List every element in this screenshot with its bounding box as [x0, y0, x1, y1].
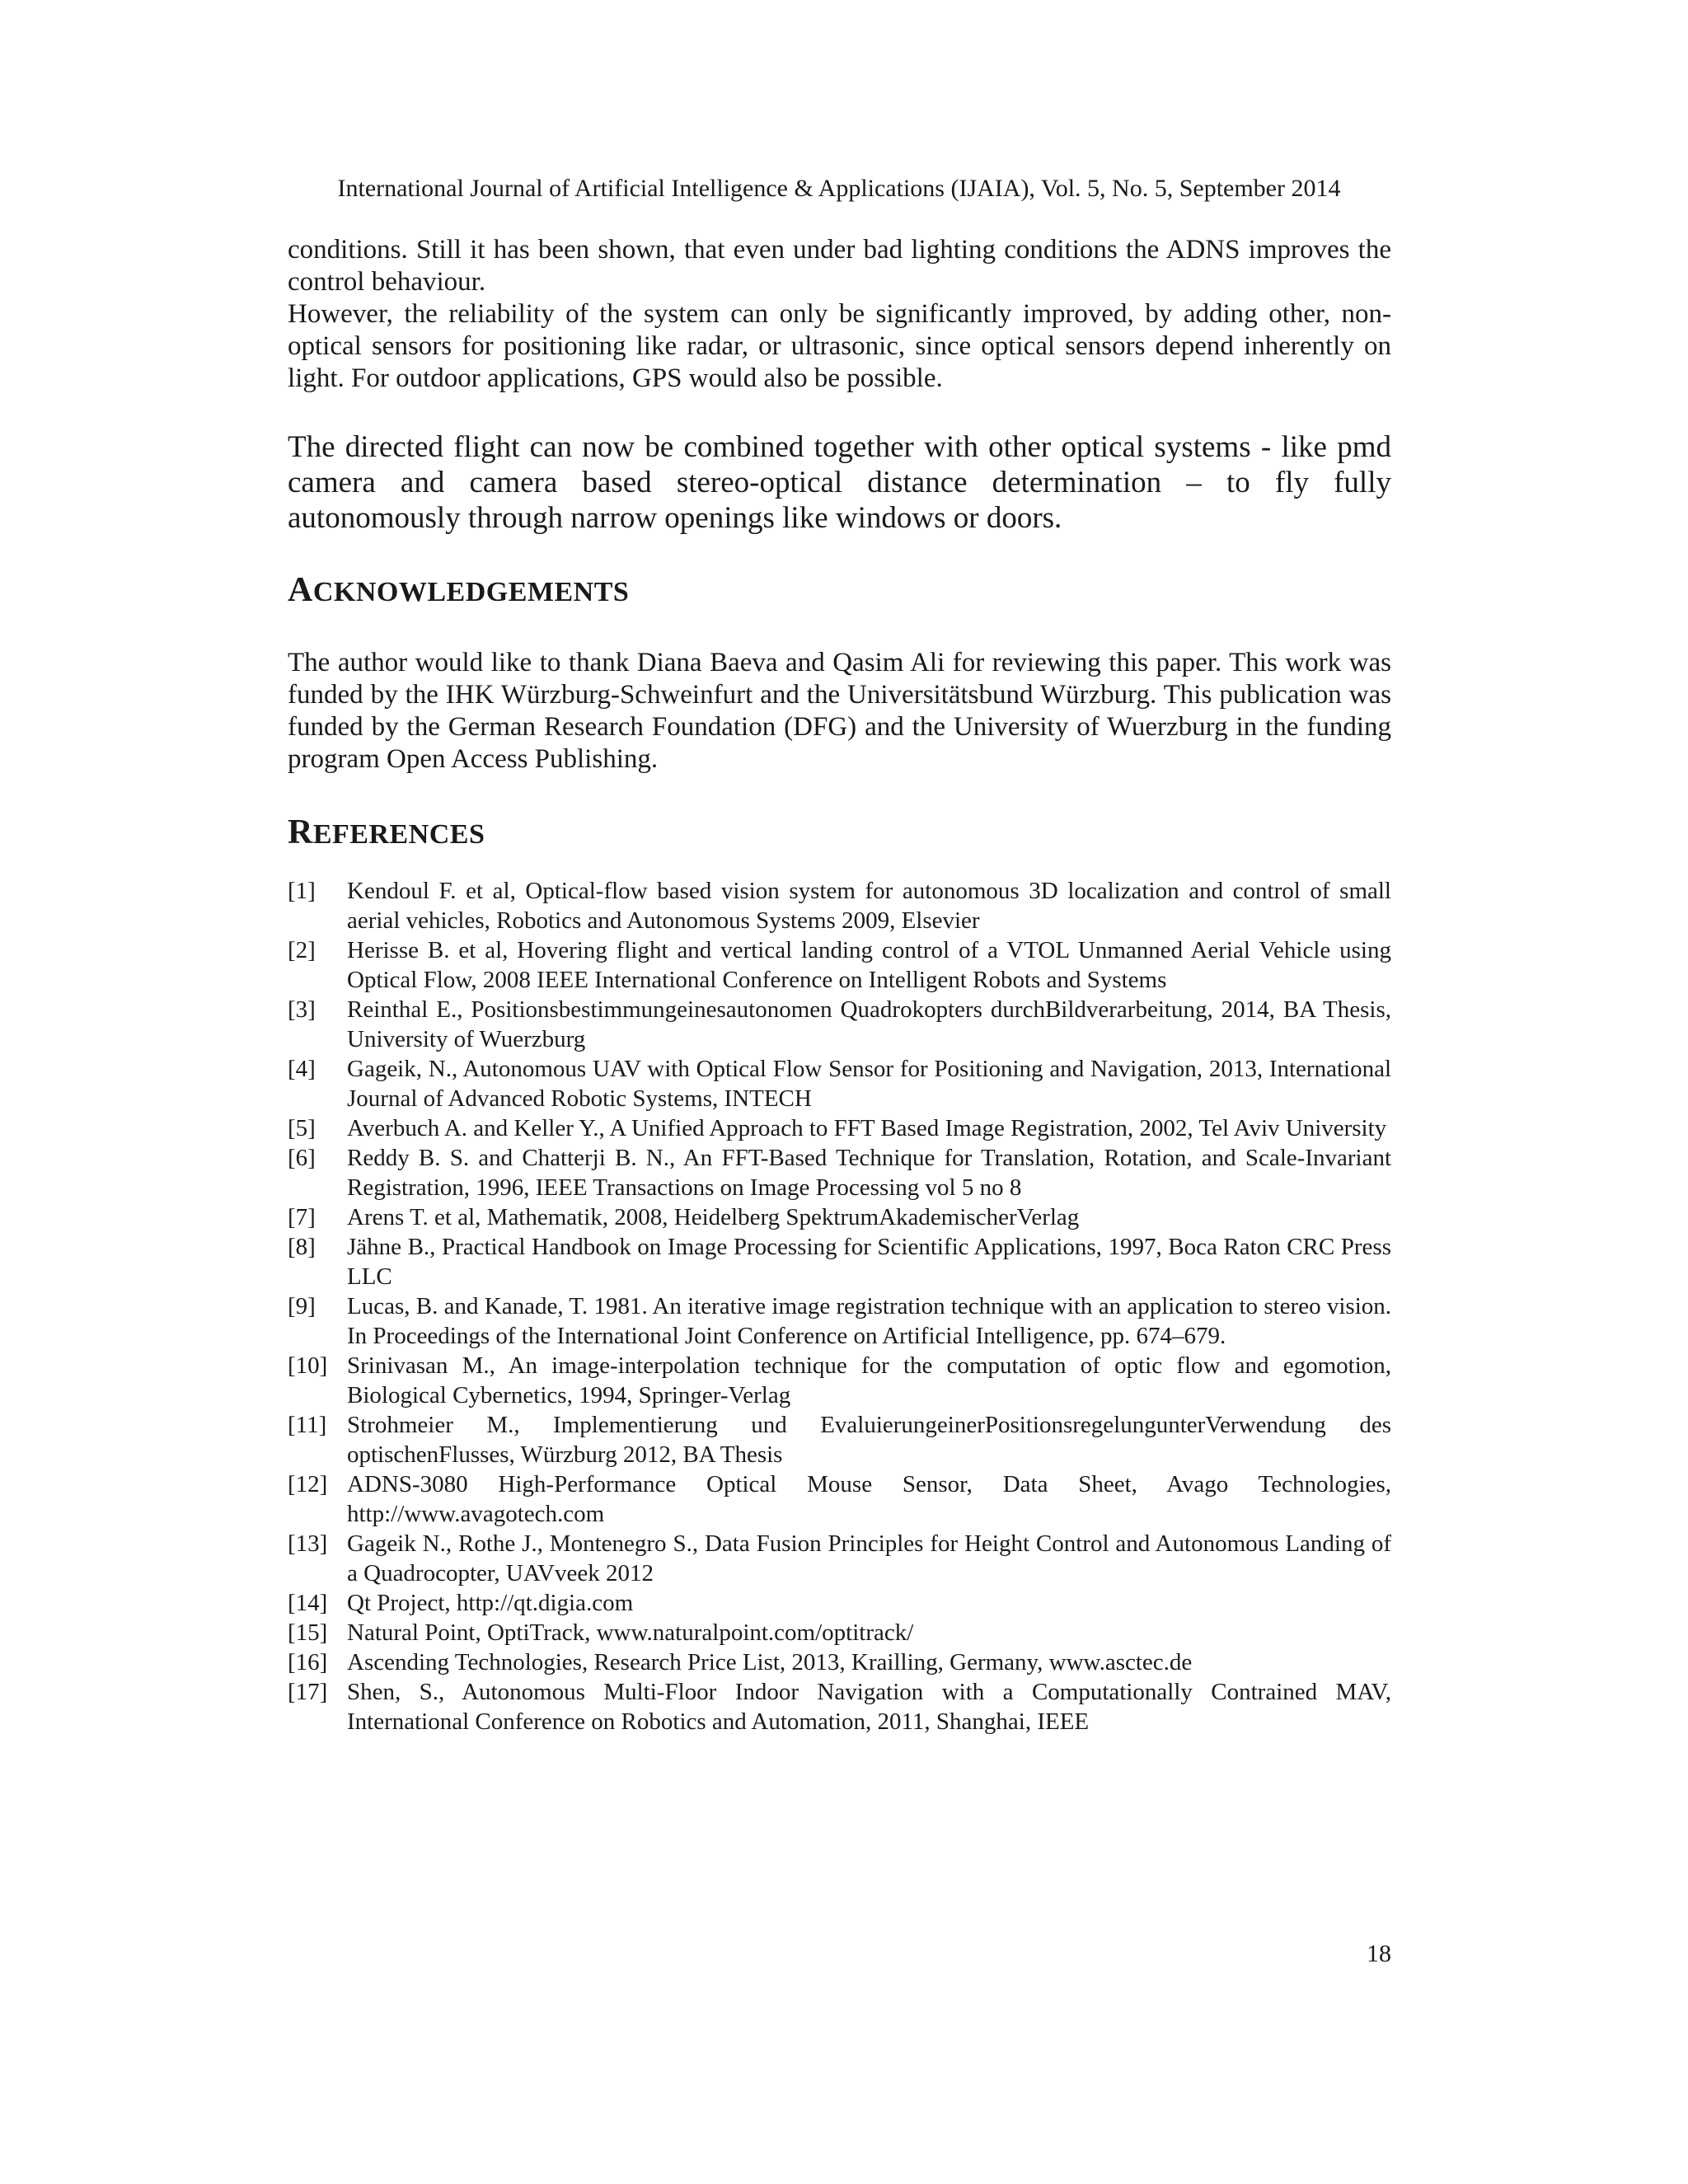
reference-number: [2] — [288, 937, 316, 963]
reference-number: [3] — [288, 996, 316, 1023]
reference-number: [8] — [288, 1234, 316, 1260]
reference-item — [288, 1588, 1391, 1618]
reference-text: Kendoul F. et al, Optical-flow based vision system for autonomous 3D localization and control of small aerial vehicles, Robotics and Autonomous Systems 2009, Elsevier — [347, 878, 1391, 934]
reference-text: Strohmeier M., Implementierung und EvaluierungeinerPositionsregelungunterVerwendung des optischenFlusses, Würzburg 2012, BA Thesis — [347, 1412, 1391, 1468]
reference-text: Natural Point, OptiTrack, www.naturalpoint.com/optitrack/ — [347, 1619, 914, 1646]
acknowledgements-section — [288, 647, 1391, 776]
reference-item — [288, 1202, 1391, 1232]
acknowledgements-text: The author would like to thank Diana Baeva and Qasim Ali for reviewing this paper. This work was funded by the IHK Würzburg-Schweinfurt and the Universitätsbund Würzburg. This publication was funded by the German Research Foundation (DFG) and the University of Wuerzburg in the funding program Open Access Publishing. — [288, 648, 1391, 774]
reference-text: Jähne B., Practical Handbook on Image Processing for Scientific Applications, 1997, Boca Raton CRC Press LLC — [347, 1234, 1391, 1290]
reference-number: [7] — [288, 1204, 316, 1230]
reference-text: Gageik N., Rothe J., Montenegro S., Data Fusion Principles for Height Control and Autonomous Landing of a Quadrocopter, UAVveek 2012 — [347, 1530, 1391, 1586]
reference-text: Ascending Technologies, Research Price List, 2013, Krailling, Germany, www.asctec.de — [347, 1649, 1193, 1675]
reference-item — [288, 1143, 1391, 1202]
reference-item — [288, 935, 1391, 995]
reference-number: [13] — [288, 1530, 328, 1557]
conclusion-section — [288, 234, 1391, 395]
reference-number: [10] — [288, 1352, 328, 1379]
reference-item — [288, 876, 1391, 935]
reference-text: Shen, S., Autonomous Multi-Floor Indoor Navigation with a Computationally Contrained MAV, International Conference on Robotics and Automation, 2011, Shanghai, IEEE — [347, 1679, 1391, 1735]
reference-number: [17] — [288, 1679, 328, 1705]
reference-item — [288, 1291, 1391, 1351]
reference-text: ADNS-3080 High-Performance Optical Mouse Sensor, Data Sheet, Avago Technologies, http://www.avagotech.com — [347, 1471, 1391, 1527]
paragraph-conditions: conditions. Still it has been shown, that even under bad lighting conditions the ADNS improves the control behaviour. — [288, 235, 1391, 297]
reference-text: Srinivasan M., An image-interpolation technique for the computation of optic flow and egomotion, Biological Cybernetics, 1994, Springer-Verlag — [347, 1352, 1391, 1408]
reference-number: [6] — [288, 1145, 316, 1171]
reference-item — [288, 1618, 1391, 1647]
reference-text: Gageik, N., Autonomous UAV with Optical Flow Sensor for Positioning and Navigation, 2013, International Journal of Advanced Robotic Systems, INTECH — [347, 1056, 1391, 1112]
references-heading-cap: R — [288, 813, 313, 851]
paragraph-directed-flight: The directed flight can now be combined together with other optical systems - like pmd camera and camera based stereo-optical distance determination – to fly fully autonomously through narrow openings like windows or doors. — [288, 430, 1391, 535]
reference-item — [288, 1351, 1391, 1410]
reference-number: [5] — [288, 1115, 316, 1141]
directed-flight-section — [288, 429, 1391, 536]
reference-text: Arens T. et al, Mathematik, 2008, Heidelberg SpektrumAkademischerVerlag — [347, 1204, 1080, 1230]
page-number: 18 — [1367, 1940, 1391, 1967]
reference-text: Herisse B. et al, Hovering flight and vertical landing control of a VTOL Unmanned Aerial Vehicle using Optical Flow, 2008 IEEE International Conference on Intelligent Robots and Systems — [347, 937, 1391, 993]
reference-item — [288, 1232, 1391, 1291]
reference-number: [12] — [288, 1471, 328, 1497]
reference-number: [11] — [288, 1412, 327, 1438]
references-heading — [288, 813, 1391, 852]
reference-item — [288, 1647, 1391, 1677]
acknowledgements-heading-rest: CKNOWLEDGEMENTS — [312, 577, 630, 607]
reference-number: [1] — [288, 878, 316, 904]
reference-number: [4] — [288, 1056, 316, 1082]
acknowledgements-heading — [288, 570, 1391, 610]
reference-number: [16] — [288, 1649, 328, 1675]
reference-text: Qt Project, http://qt.digia.com — [347, 1590, 634, 1616]
journal-header: International Journal of Artificial Intelligence & Applications (IJAIA), Vol. 5, No. 5, September 2014 — [337, 175, 1341, 202]
reference-item — [288, 1054, 1391, 1113]
reference-item — [288, 1469, 1391, 1529]
reference-item — [288, 1677, 1391, 1736]
reference-number: [15] — [288, 1619, 328, 1646]
reference-number: [9] — [288, 1293, 316, 1319]
reference-text: Averbuch A. and Keller Y., A Unified Approach to FFT Based Image Registration, 2002, Tel Aviv University — [347, 1115, 1387, 1141]
references-heading-rest: EFERENCES — [312, 819, 485, 850]
reference-item — [288, 1529, 1391, 1588]
paragraph-reliability: However, the reliability of the system can only be significantly improved, by adding other, non-optical sensors for positioning like radar, or ultrasonic, since optical sensors depend inherently on light. For outdoor applications, GPS would also be possible. — [288, 299, 1391, 393]
reference-item — [288, 1410, 1391, 1469]
reference-text: Reinthal E., Positionsbestimmungeinesautonomen Quadrokopters durchBildverarbeitung, 2014, BA Thesis, University of Wuerzburg — [347, 996, 1391, 1052]
acknowledgements-heading-cap: A — [288, 571, 313, 609]
reference-number: [14] — [288, 1590, 328, 1616]
reference-item — [288, 1113, 1391, 1143]
reference-list — [288, 876, 1391, 1736]
reference-text: Reddy B. S. and Chatterji B. N., An FFT-Based Technique for Translation, Rotation, and Scale-Invariant Registration, 1996, IEEE Transactions on Image Processing vol 5 no 8 — [347, 1145, 1391, 1201]
reference-text: Lucas, B. and Kanade, T. 1981. An iterative image registration technique with an application to stereo vision. In Proceedings of the International Joint Conference on Artificial Intelligence, pp. 674–679. — [347, 1293, 1391, 1349]
reference-item — [288, 995, 1391, 1054]
